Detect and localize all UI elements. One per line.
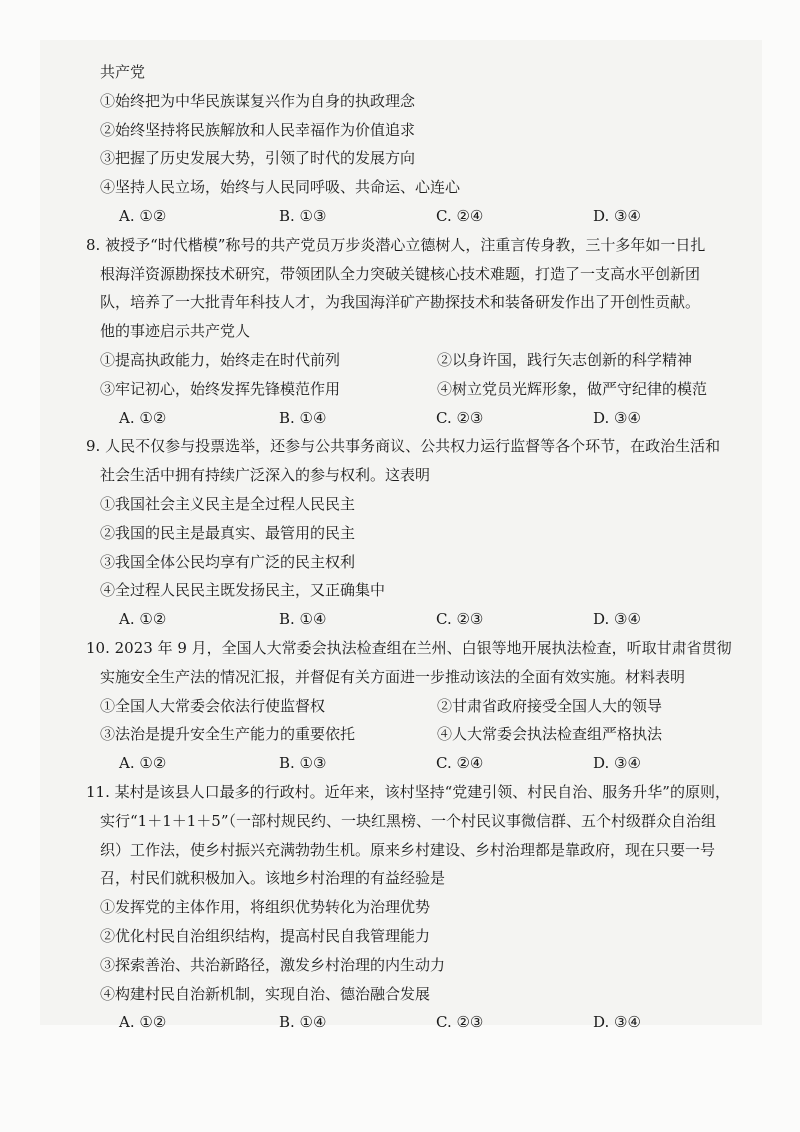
q9-choice-d[interactable]: D. ③④	[593, 610, 641, 629]
q11-statement-3: ③探索善治、共治新路径，激发乡村治理的内生动力	[100, 955, 446, 974]
q10-statement-1: ①全国人大常委会依法行使监督权	[100, 696, 326, 715]
q8-choice-d[interactable]: D. ③④	[593, 408, 641, 427]
q8-statements-row-1	[100, 346, 750, 375]
q11-stem-line-3: 织）工作法，使乡村振兴充满勃勃生机。原来乡村建设、乡村治理都是靠政府，现在只要一号	[100, 840, 716, 859]
q11-stem-line-4: 召，村民们就积极加入。该地乡村治理的有益经验是	[100, 869, 446, 888]
q9-choices	[100, 605, 750, 634]
q9-statement-2: ②我国的民主是最真实、最管用的民主	[100, 523, 356, 542]
q8-choice-a[interactable]: A. ①②	[119, 408, 167, 427]
q9-stem-line-1: 9. 人民不仅参与投票选举，还参与公共事务商议、公共权力运行监督等各个环节，在政治生活和	[86, 437, 721, 456]
q10-choice-a[interactable]: A. ①②	[119, 754, 167, 773]
question-7	[100, 58, 750, 231]
q8-stem-line-4: 他的事迹启示共产党人	[100, 322, 251, 341]
q10-statement-3: ③法治是提升安全生产能力的重要依托	[100, 725, 356, 744]
q7-statement-1: ①始终把为中华民族谋复兴作为自身的执政理念	[100, 91, 416, 110]
q8-statements-row-2	[100, 375, 750, 404]
question-content	[86, 58, 750, 1037]
q11-stem-line-1: 11. 某村是该县人口最多的行政村。近年来，该村坚持“党建引领、村民自治、服务升华”的原则，	[86, 782, 730, 801]
q10-choice-c[interactable]: C. ②④	[436, 754, 484, 773]
q8-statement-3: ③牢记初心，始终发挥先锋模范作用	[100, 379, 341, 398]
q11-choice-c[interactable]: C. ②③	[436, 1013, 484, 1032]
q8-choice-b[interactable]: B. ①④	[279, 408, 327, 427]
q11-choice-d[interactable]: D. ③④	[593, 1013, 641, 1032]
q7-choice-d[interactable]: D. ③④	[593, 206, 641, 225]
q8-stem-line-3: 队，培养了一大批青年科技人才，为我国海洋矿产勘探技术和装备研发作出了开创性贡献。	[100, 293, 701, 312]
q10-choices	[100, 749, 750, 778]
q11-statement-4: ④构建村民自治新机制，实现自治、德治融合发展	[100, 984, 431, 1003]
question-11	[86, 778, 750, 1037]
q10-stem-line-1: 10. 2023 年 9 月，全国人大常委会执法检查组在兰州、白银等地开展执法检查，听取甘肃省贯彻	[86, 638, 732, 657]
question-9	[86, 432, 750, 634]
question-8	[86, 231, 750, 433]
q7-statement-4: ④坚持人民立场，始终与人民同呼吸、共命运、心连心	[100, 178, 461, 197]
q11-stem-line-2: 实行“1＋1＋1＋5”（一部村规民约、一块红黑榜、一个村民议事微信群、五个村级群众自治组	[100, 811, 717, 830]
q9-choice-c[interactable]: C. ②③	[436, 610, 484, 629]
q11-choice-a[interactable]: A. ①②	[119, 1013, 167, 1032]
q8-stem-line-2: 根海洋资源勘探技术研究，带领团队全力突破关键核心技术难题，打造了一支高水平创新团	[100, 264, 701, 283]
q7-choice-b[interactable]: B. ①③	[279, 206, 327, 225]
q10-stem-line-2: 实施安全生产法的情况汇报，并督促有关方面进一步推动该法的全面有效实施。材料表明	[100, 667, 686, 686]
q11-statement-2: ②优化村民自治组织结构，提高村民自我管理能力	[100, 926, 431, 945]
q11-choices	[100, 1008, 750, 1037]
q10-choice-b[interactable]: B. ①③	[279, 754, 327, 773]
q8-stem-line-1: 8. 被授予“时代楷模”称号的共产党员万步炎潜心立德树人，注重言传身教，三十多年如一日扎	[86, 235, 706, 254]
q9-statement-1: ①我国社会主义民主是全过程人民民主	[100, 494, 356, 513]
q7-choices	[100, 202, 750, 231]
q7-stem-tail: 共产党	[100, 63, 146, 81]
q10-choice-d[interactable]: D. ③④	[593, 754, 641, 773]
q10-statement-4: ④人大常委会执法检查组严格执法	[437, 725, 663, 744]
q7-statement-3: ③把握了历史发展大势，引领了时代的发展方向	[100, 149, 416, 168]
q8-statement-1: ①提高执政能力，始终走在时代前列	[100, 350, 341, 369]
q10-statements-row-2	[100, 720, 750, 749]
q9-statement-3: ③我国全体公民均享有广泛的民主权利	[100, 552, 356, 571]
q8-choices	[100, 404, 750, 433]
q10-statement-2: ②甘肃省政府接受全国人大的领导	[437, 696, 663, 715]
q11-choice-b[interactable]: B. ①④	[279, 1013, 327, 1032]
q9-choice-b[interactable]: B. ①④	[279, 610, 327, 629]
q10-statements-row-1	[100, 692, 750, 721]
q11-statement-1: ①发挥党的主体作用，将组织优势转化为治理优势	[100, 898, 431, 917]
q9-stem-line-2: 社会生活中拥有持续广泛深入的参与权利。这表明	[100, 466, 431, 485]
q7-statement-2: ②始终坚持将民族解放和人民幸福作为价值追求	[100, 120, 416, 139]
q8-statement-2: ②以身许国，践行矢志创新的科学精神	[437, 350, 693, 369]
q9-choice-a[interactable]: A. ①②	[119, 610, 167, 629]
question-10	[86, 634, 750, 778]
q7-choice-a[interactable]: A. ①②	[119, 206, 167, 225]
q8-choice-c[interactable]: C. ②③	[436, 408, 484, 427]
q9-statement-4: ④全过程人民民主既发扬民主，又正确集中	[100, 581, 386, 600]
q8-statement-4: ④树立党员光辉形象，做严守纪律的模范	[437, 379, 708, 398]
q7-choice-c[interactable]: C. ②④	[436, 206, 484, 225]
